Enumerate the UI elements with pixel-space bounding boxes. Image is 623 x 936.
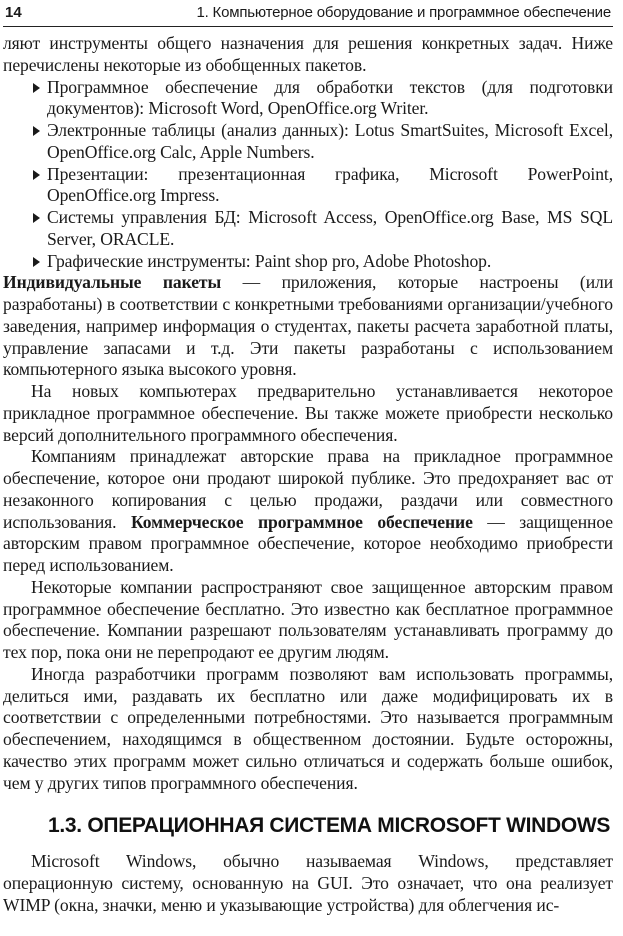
individual-packages-text: — приложения, которые настроены (или разработаны) в соответствии с конкретными требованиями организации/учебного заведения, например информация о студентах, пакеты расчета заработной платы, управление запасами и т.д. Эти пакеты разработаны с использованием компьютерного языка высокого уровня.	[3, 272, 614, 380]
commercial-paragraph	[3, 446, 613, 577]
commercial-text-after: — защищенное авторским правом программное обеспечение, которое необходимо приобрести перед использованием.	[3, 511, 613, 575]
chapter-title: 1. Компьютерное оборудование и программное обеспечение	[196, 4, 611, 21]
body-text	[3, 33, 613, 917]
section-heading: 1.3. ОПЕРАЦИОННАЯ СИСТЕМА MICROSOFT WINDOWS	[48, 814, 611, 838]
list-item: Презентации: презентационная графика, Microsoft PowerPoint, OpenOffice.org Impress.	[47, 163, 613, 206]
list-item: Электронные таблицы (анализ данных): Lotus SmartSuites, Microsoft Excel, OpenOffice.org Calc, Apple Numbers.	[47, 120, 613, 162]
freeware-paragraph: Некоторые компании распространяют свое защищенное авторским правом программное обеспечение бесплатно. Это известно как бесплатное программное обеспечение. Компании разрешают пользователям устанавливать программу до тех пор, пока они не перепродают ее другим людям.	[3, 576, 613, 662]
intro-paragraph: ляют инструменты общего назначения для решения конкретных задач. Ниже перечислены некоторые из обобщенных пакетов.	[3, 33, 613, 75]
page-number: 14	[5, 4, 22, 21]
public-domain-paragraph: Иногда разработчики программ позволяют вам использовать программы, делиться ими, раздавать их бесплатно или даже модифицировать их в соответствии с определенными потребностями. Это называется программным обеспечением, находящимся в общественном достоянии. Будьте осторожны, качество этих программ может сильно отличаться и содержать больше ошибок, чем у других типов программного обеспечения.	[3, 663, 613, 793]
list-item: Системы управления БД: Microsoft Access, OpenOffice.org Base, MS SQL Server, ORACLE.	[47, 207, 613, 249]
preinstalled-paragraph: На новых компьютерах предварительно устанавливается некоторое прикладное программное обеспечение. Вы также можете приобрести несколько версий дополнительного программного обеспечения.	[3, 381, 613, 445]
list-item: Графические инструменты: Paint shop pro, Adobe Photoshop.	[47, 251, 613, 273]
commercial-text-before: Компаниям принадлежат авторские права на прикладное программное обеспечение, которое они продают широкой публике. Это предохраняет вас от незаконного копирования с целью продажи, раздачи или совместного использования.	[3, 446, 613, 532]
commercial-term: Коммерческое программное обеспечение	[130, 511, 473, 532]
individual-packages-term: Индивидуальные пакеты	[3, 272, 222, 293]
individual-packages-paragraph	[3, 272, 613, 381]
windows-paragraph: Microsoft Windows, обычно называемая Windows, представляет операционную систему, основанную на GUI. Это означает, что она реализует WIMP (окна, значки, меню и указывающие устройства) для облегчения ис-	[3, 851, 613, 915]
list-item: Программное обеспечение для обработки текстов (для подготовки документов): Microsoft Word, OpenOffice.org Writer.	[47, 76, 613, 119]
running-header	[3, 0, 613, 27]
package-list	[3, 77, 613, 273]
